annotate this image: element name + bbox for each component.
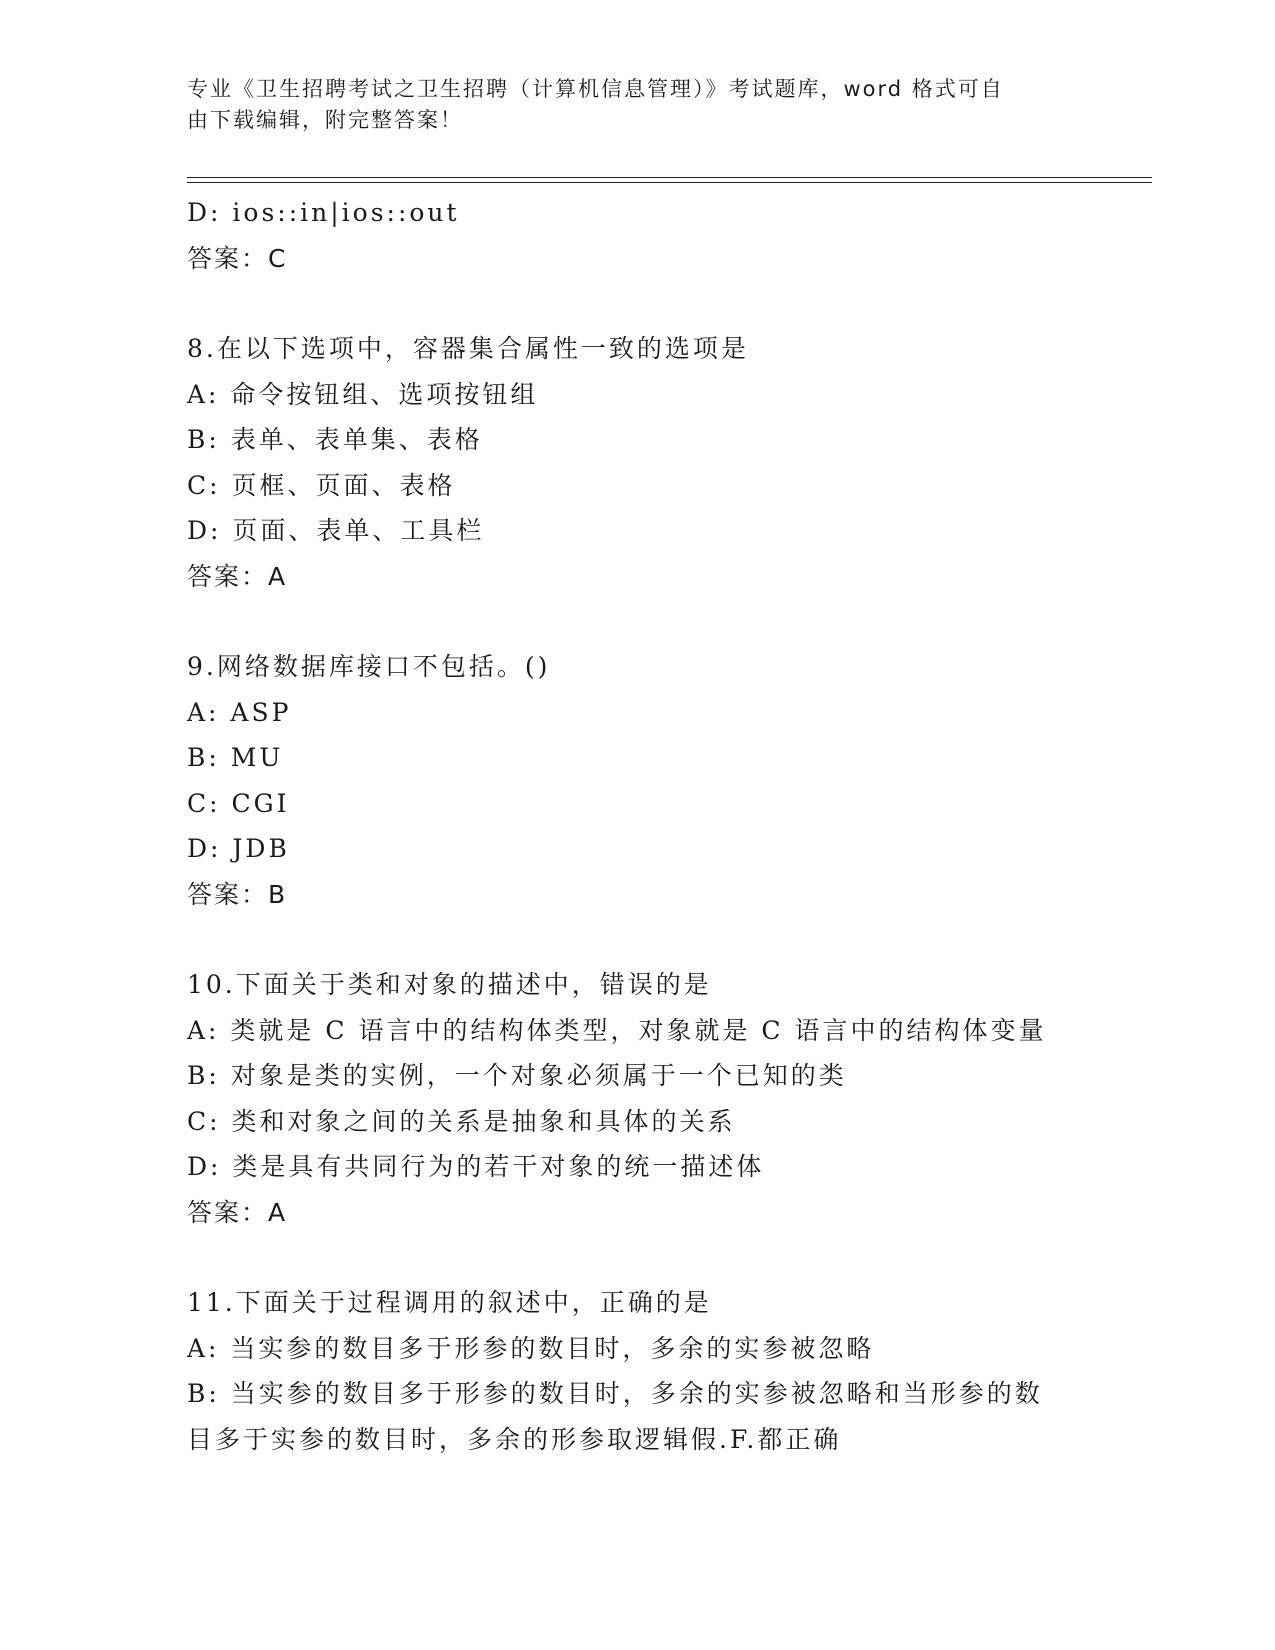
header-rule-bottom: [187, 182, 1152, 183]
previous-question-tail: [187, 190, 1087, 281]
option-b: B: 表单、表单集、表格: [187, 425, 483, 454]
option-b: B: 当实参的数目多于形参的数目时，多余的实参被忽略和当形参的数: [187, 1379, 1043, 1408]
question-11: [187, 1280, 1087, 1462]
question-8: [187, 326, 1087, 599]
question-list: [187, 190, 1087, 1462]
question-stem: 9.网络数据库接口不包括。(): [187, 652, 551, 681]
header-line-2: 由下载编辑，附完整答案！: [187, 108, 463, 132]
option-d: D: 类是具有共同行为的若干对象的统一描述体: [187, 1152, 765, 1181]
answer-line: 答案：C: [187, 243, 288, 273]
header-line-1: 专业《卫生招聘考试之卫生招聘（计算机信息管理）》考试题库，word 格式可自: [187, 77, 1004, 101]
option-a: A: 类就是 C 语言中的结构体类型，对象就是 C 语言中的结构体变量: [187, 1015, 1047, 1045]
question-stem: 10.下面关于类和对象的描述中，错误的是: [187, 970, 712, 999]
option-a: A: 当实参的数目多于形参的数目时，多余的实参被忽略: [187, 1333, 875, 1363]
option-b-continued: 目多于实参的数目时，多余的形参取逻辑假.F.都正确: [187, 1424, 842, 1454]
header-rule-top: [187, 177, 1152, 178]
answer-line: 答案：A: [187, 1197, 288, 1227]
question-stem: 11.下面关于过程调用的叙述中，正确的是: [187, 1288, 712, 1317]
question-9: [187, 644, 1087, 917]
option-b: B: 对象是类的实例，一个对象必须属于一个已知的类: [187, 1061, 847, 1090]
option-c: C: 页框、页面、表格: [187, 470, 456, 500]
question-10: [187, 962, 1087, 1235]
question-stem: 8.在以下选项中，容器集合属性一致的选项是: [187, 334, 749, 363]
answer-line: 答案：B: [187, 879, 288, 909]
answer-line: 答案：A: [187, 561, 288, 591]
option-c: C: 类和对象之间的关系是抽象和具体的关系: [187, 1106, 736, 1136]
option-a: A: ASP: [187, 697, 292, 727]
option-d: D: JDB: [187, 834, 290, 863]
document-header: [187, 74, 1067, 136]
option-a: A: 命令按钮组、选项按钮组: [187, 379, 539, 409]
option-d: D: ios::in|ios::out: [187, 198, 460, 227]
option-c: C: CGI: [187, 788, 290, 818]
option-b: B: MU: [187, 743, 284, 772]
option-d: D: 页面、表单、工具栏: [187, 516, 485, 545]
